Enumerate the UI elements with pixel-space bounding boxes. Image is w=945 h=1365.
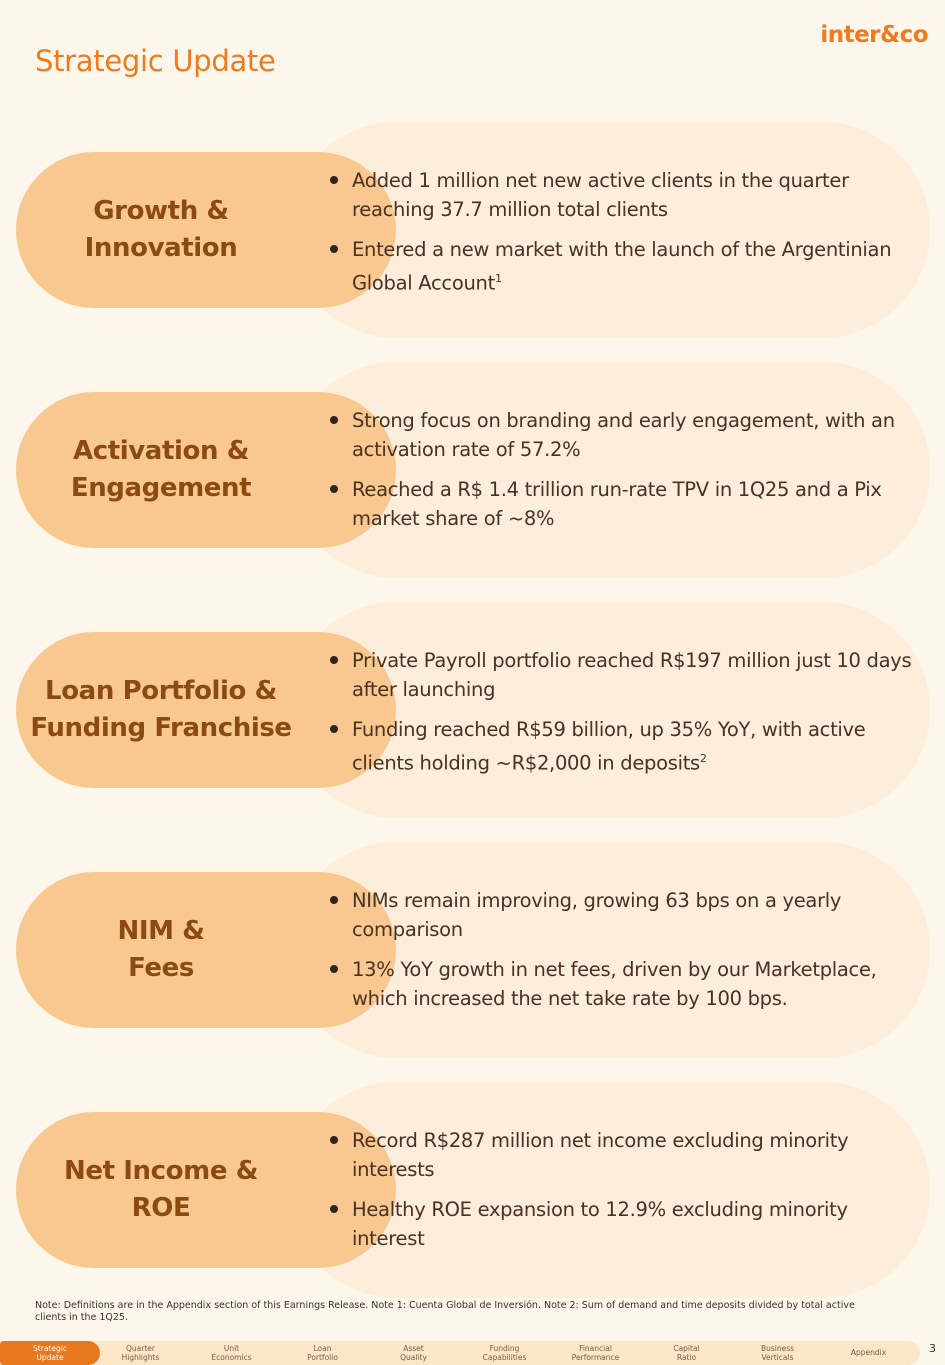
bullet-dot-icon [330, 965, 338, 973]
bullet-item [340, 166, 925, 224]
bullet-item [340, 406, 925, 464]
bullet-text: Added 1 million net new active clients in the quarter reaching 37.7 million total clients [352, 169, 849, 221]
bullet-item [340, 235, 925, 298]
section-label-pill [16, 872, 396, 1028]
bullet-item [340, 955, 925, 1013]
bullet-item [340, 475, 925, 533]
section-label: Loan Portfolio & Funding Franchise [30, 676, 292, 743]
section-label-pill [16, 1112, 396, 1268]
bullet-text: Entered a new market with the launch of the Argentinian Global Account [352, 238, 892, 295]
bullet-dot-icon [330, 485, 338, 493]
section-label: NIM & Fees [117, 916, 205, 983]
bullet-item [340, 1126, 925, 1184]
bullet-list [340, 166, 925, 309]
nav-tab[interactable]: Asset Quality [400, 1343, 427, 1362]
bullet-item [340, 886, 925, 944]
bullet-text: Private Payroll portfolio reached R$197 million just 10 days after launching [352, 649, 912, 701]
section-label: Growth & Innovation [84, 196, 238, 263]
bullet-item [340, 715, 925, 778]
bullet-dot-icon [330, 725, 338, 733]
section-label-pill [16, 152, 396, 308]
page-title: Strategic Update [35, 44, 276, 78]
section-row [0, 360, 945, 600]
page-number: 3 [929, 1342, 936, 1355]
nav-tab[interactable]: Unit Economics [211, 1343, 252, 1362]
bullet-dot-icon [330, 656, 338, 664]
company-logo: inter&co [820, 22, 928, 48]
bullet-list [340, 1126, 925, 1264]
section-row [0, 1080, 945, 1320]
nav-tab[interactable]: Funding Capabilities [482, 1343, 527, 1362]
bullet-text: Reached a R$ 1.4 trillion run-rate TPV in 1Q25 and a Pix market share of ~8% [352, 478, 882, 530]
bullet-dot-icon [330, 245, 338, 253]
bullet-list [340, 646, 925, 789]
nav-tab[interactable]: Loan Portfolio [307, 1343, 338, 1362]
bullet-item [340, 1195, 925, 1253]
footnote: Note: Definitions are in the Appendix section of this Earnings Release. Note 1: Cuenta Global de Inversión. Note 2: Sum of demand and time deposits divided by total active clients in the 1Q25. [35, 1300, 855, 1323]
section-row [0, 840, 945, 1080]
bullet-dot-icon [330, 176, 338, 184]
section-label: Net Income & ROE [64, 1156, 258, 1223]
section-nav-bar [0, 1341, 920, 1365]
bullet-dot-icon [330, 896, 338, 904]
nav-tab[interactable]: Business Verticals [760, 1343, 795, 1362]
bullet-text: Healthy ROE expansion to 12.9% excluding minority interest [352, 1198, 848, 1250]
nav-tab[interactable]: Capital Ratio [673, 1343, 700, 1362]
footnote-marker: 2 [699, 752, 707, 765]
footnote-marker: 1 [494, 272, 502, 285]
section-row [0, 120, 945, 360]
bullet-item [340, 646, 925, 704]
bullet-dot-icon [330, 416, 338, 424]
section-label-pill [16, 632, 396, 788]
nav-tab[interactable]: Strategic Update [0, 1341, 100, 1365]
bullet-text: 13% YoY growth in net fees, driven by our Marketplace, which increased the net take rate by 100 bps. [352, 958, 877, 1010]
bullet-dot-icon [330, 1205, 338, 1213]
nav-tab[interactable]: Financial Performance [571, 1343, 620, 1362]
bullet-list [340, 406, 925, 544]
nav-tab[interactable]: Appendix [850, 1348, 887, 1358]
bullet-text: Strong focus on branding and early engagement, with an activation rate of 57.2% [352, 409, 895, 461]
section-label: Activation & Engagement [70, 436, 252, 503]
section-row [0, 600, 945, 840]
bullet-list [340, 886, 925, 1024]
section-label-pill [16, 392, 396, 548]
nav-tab[interactable]: Quarter Highlights [121, 1343, 160, 1362]
bullet-dot-icon [330, 1136, 338, 1144]
bullet-text: Funding reached R$59 billion, up 35% YoY, with active clients holding ~R$2,000 in deposits [352, 718, 866, 775]
bullet-text: NIMs remain improving, growing 63 bps on a yearly comparison [352, 889, 842, 941]
bullet-text: Record R$287 million net income excluding minority interests [352, 1129, 849, 1181]
